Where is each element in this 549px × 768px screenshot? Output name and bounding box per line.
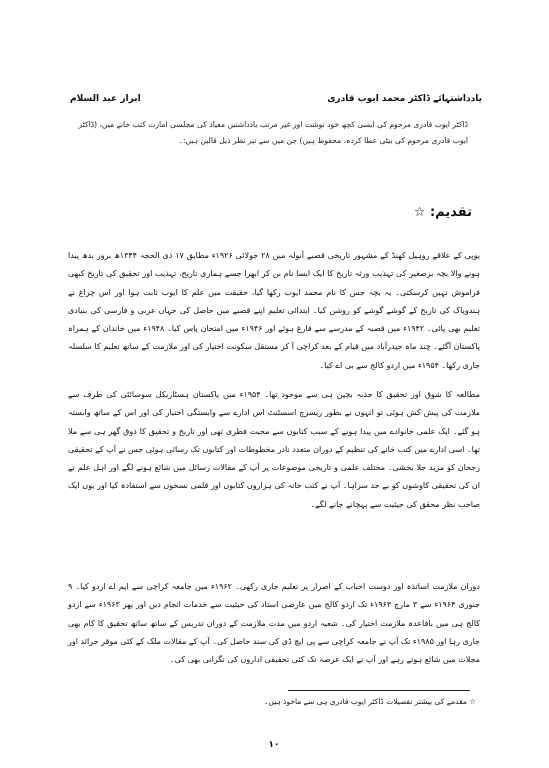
paragraph-1: یوپی کے علاقے روہیل کھنڈ کے مشہور تاریخی قصبے آنولہ میں ۲۸ جولائی ۱۹۲۶ء مطابق ۱۷ ذی الحجہ ۱۳۴۴ھ بروز بدھ پیدا ہونے والا بچہ برصغیر کی تہذیب ورثہ تاریخ کا ایک ایسا نام بن کر ابھرا جسے ہماری تاریخ، تہذیب اور تحقیق کی تاریخ کبھی فراموش نہیں کرسکتی۔ یہ بچہ جس کا نام محمد ایوب رکھا گیا، حقیقت میں علم کا ایوب ثابت ہوا اور اس چراغ نے ہندوپاک کی تاریخ کے گوشے گوشے کو روشن کیا۔ ابتدائی تعلیم اپنے قصبے میں حاصل کی جہاں عربی و فارسی کی بنیادی تعلیم بھی پائی۔ ۱۹۴۲ء میں قصبہ کے مدرسے سے فارغ ہوئے اور ۱۹۴۶ء میں امتحان پاس کیا۔ ۱۹۴۸ء میں خاندان کے ہمراہ پاکستان آگئے۔ چند ماہ حیدرآباد میں قیام کے بعد کراچی آ کر مستقل سکونت اختیار کی اور ملازمت کے ساتھ تعلیم کا سلسلہ جاری رکھا۔ ۱۹۵۴ء میں اردو کالج سے بی اے کیا۔ <box>68 251 481 370</box>
paragraph-3: دوران ملازمت اساتذہ اور دوست احباب کے اصرار پر تعلیم جاری رکھی۔ ۱۹۶۲ء میں جامعہ کراچی سے ایم اے اردو کیا۔ ۹ جنوری ۱۹۶۴ء سے ۳ مارچ ۱۹۶۳ء تک اردو کالج میں عارضی استاد کی حیثیت سے خدمات انجام دیں اور پھر ۱۹۶۳ء سے اردو کالج ہی میں باقاعدہ ملازمت اختیار کی۔ شعبہ اردو میں مدت ملازمت کے دوران تدریس کے ساتھ ساتھ تحقیق کا کام بھی جاری رہا اور ۱۹۸۵ء تک آپ نے جامعہ کراچی سے پی ایچ ڈی کی سند حاصل کی۔ آپ کے مقالات ملک کے کئی موقر جرائد اور مجلات میں شائع ہوتے رہے اور آپ نے ایک عرصہ تک کئی تحقیقی اداروں کی نگرانی بھی کی۔ <box>68 582 481 665</box>
footnote-divider <box>288 690 470 691</box>
header-title: یادداشتہائے ڈاکٹر محمد ایوب قادری <box>327 94 482 104</box>
running-header <box>70 92 482 106</box>
footnote: ☆ مقدمے کی بیشتر تفصیلات ڈاکٹر ایوب قادری ہی سے ماخوذ ہیں۔ <box>264 697 476 706</box>
paragraph-2: مطالعہ کا شوق اور تحقیق کا جذبہ بچپن ہی سے موجود تھا۔ ۱۹۵۴ء میں پاکستان ہسٹاریکل سوسائٹی کی طرف سے ملازمت کی پیش کش ہوئی تو انہوں نے بطور ریسرچ اسسٹنٹ اس ادارے سے وابستگی اختیار کی اور اس کے ساتھ وابستہ ہو گئے۔ ایک علمی خانوادے میں پیدا ہونے کے سبب کتابوں سے محبت فطری تھی اور تاریخ و تحقیق کا ذوق گھر ہی سے ملا تھا۔ اسی ادارے میں کتب خانے کی تنظیم کے دوران متعدد نادر مخطوطات اور کتابوں تک رسائی ہوئی جس نے آپ کے تحقیقی رجحان کو مزید جلا بخشی۔ مختلف علمی و تاریخی موضوعات پر آپ کے مقالات رسائل میں شائع ہونے لگے اور اہل علم نے ان کی تحقیقی کاوشوں کو بے حد سراہا۔ آپ نے کتب خانہ کی ہزاروں کتابوں اور قلمی نسخوں سے استفادہ کیا اور یوں ایک صاحب نظر محقق کی حیثیت سے پہچانے جانے لگے۔ <box>68 390 480 509</box>
intro-note: ڈاکٹر ایوب قادری مرحوم کی ایسی کچھ خود نوشت اور غیر مرتب یادداشتیں معیاد کی مجلسی امارت کتب خانے میں، (ڈاکٹر ایوب قادری مرحوم کی بیٹی عطا کردہ، محفوظ ہیں) جن میں سے تیر نظر ذیل قالین ہیں:۔ <box>78 120 468 145</box>
page-number: ۱۰ <box>268 740 280 750</box>
section-heading: تقدیم: ☆ <box>413 205 472 220</box>
header-author: ابرار عبد السلام <box>70 94 141 104</box>
